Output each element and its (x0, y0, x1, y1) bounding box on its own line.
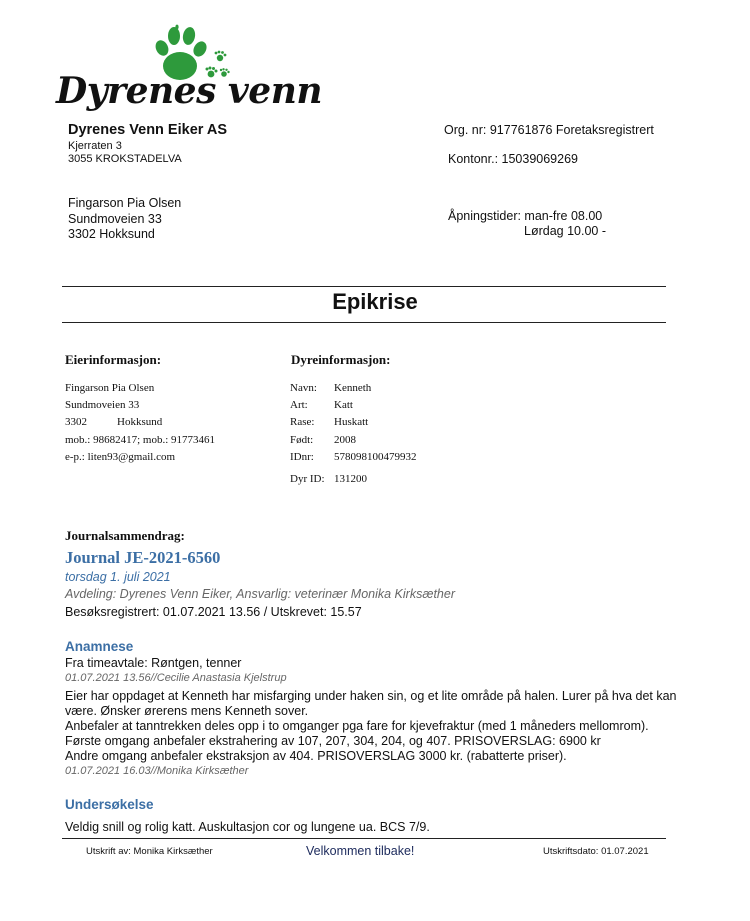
animal-label-name: Navn: (290, 382, 317, 394)
page-title: Epikrise (332, 289, 418, 314)
animal-label-breed: Rase: (290, 416, 315, 428)
owner-name: Fingarson Pia Olsen (65, 382, 155, 394)
exam-text: Veldig snill og rolig katt. Auskultasjon cor og lungene ua. BCS 7/9. (65, 820, 430, 834)
animal-label-born: Født: (290, 434, 314, 446)
anamnese-line-5: Andre omgang anbefaler ekstraksjon av 404. PRISOVERSLAG 3000 kr. (rabatterte priser). (65, 749, 567, 763)
animal-value-dyr-id: 131200 (334, 473, 367, 485)
footer-welcome: Velkommen tilbake! (306, 844, 415, 858)
anamnese-line-3: Anbefaler at tanntrekken deles opp i to omganger pga fare for kjevefraktur (med 1 måneders mellomrom). (65, 719, 649, 733)
company-street: Kjerraten 3 (68, 140, 122, 152)
anamnese-heading: Anamnese (65, 639, 134, 654)
org-number: Org. nr: 917761876 Foretaksregistrert (444, 123, 654, 137)
recipient-street: Sundmoveien 33 (68, 212, 162, 226)
opening-hours-saturday: Lørdag 10.00 - (524, 224, 606, 238)
journal-heading: Journalsammendrag: (65, 528, 185, 543)
animal-value-name: Kenneth (334, 382, 372, 394)
opening-hours-weekdays: Åpningstider: man-fre 08.00 (448, 209, 603, 223)
animal-value-breed: Huskatt (334, 416, 369, 428)
owner-heading: Eierinformasjon: (65, 352, 162, 367)
animal-value-species: Katt (334, 399, 353, 411)
company-city: 3055 KROKSTADELVA (68, 153, 182, 165)
animal-value-born: 2008 (334, 434, 356, 446)
owner-street: Sundmoveien 33 (65, 399, 140, 411)
anamnese-signature-2: 01.07.2021 16.03//Monika Kirksæther (65, 765, 249, 777)
animal-label-species: Art: (290, 399, 308, 411)
anamnese-line-1: Eier har oppdaget at Kenneth har misfarging under haken sin, og et lite område på halen. Lurer på hva det kan (65, 689, 677, 703)
journal-visit: Besøksregistrert: 01.07.2021 13.56 / Utskrevet: 15.57 (65, 605, 362, 619)
footer-printed-by: Utskrift av: Monika Kirksæther (86, 846, 213, 857)
owner-email: e-p.: liten93@gmail.com (65, 451, 176, 463)
footer-print-date: Utskriftsdato: 01.07.2021 (543, 846, 649, 857)
title-divider-top (62, 286, 666, 287)
anamnese-line-2: være. Ønsker ørerens mens Kenneth sover. (65, 704, 309, 718)
journal-id: Journal JE-2021-6560 (65, 548, 221, 567)
recipient-name: Fingarson Pia Olsen (68, 196, 182, 210)
company-name: Dyrenes Venn Eiker AS (68, 122, 228, 138)
animal-value-idnr: 578098100479932 (334, 451, 417, 463)
footer-divider (62, 838, 666, 839)
animal-heading: Dyreinformasjon: (291, 352, 391, 367)
animal-label-idnr: IDnr: (290, 451, 314, 463)
account-number: Kontonr.: 15039069269 (448, 152, 578, 166)
anamnese-signature-1: 01.07.2021 13.56//Cecilie Anastasia Kjelstrup (65, 672, 287, 684)
recipient-city: 3302 Hokksund (68, 227, 155, 241)
owner-town: Hokksund (117, 416, 163, 428)
title-divider-bottom (62, 322, 666, 323)
journal-department: Avdeling: Dyrenes Venn Eiker, Ansvarlig: veterinær Monika Kirksæther (65, 587, 455, 601)
exam-heading: Undersøkelse (65, 797, 154, 812)
owner-phones: mob.: 98682417; mob.: 91773461 (65, 434, 216, 446)
brand-logo-text: Dyrenes venn (56, 70, 323, 112)
anamnese-line-4: Første omgang anbefaler ekstrahering av 107, 207, 304, 204, og 407. PRISOVERSLAG: 6900 kr (65, 734, 601, 748)
owner-zip: 3302 (65, 416, 87, 428)
journal-date: torsdag 1. juli 2021 (65, 570, 171, 584)
animal-label-dyr-id: Dyr ID: (290, 473, 325, 485)
anamnese-reason: Fra timeavtale: Røntgen, tenner (65, 656, 242, 670)
